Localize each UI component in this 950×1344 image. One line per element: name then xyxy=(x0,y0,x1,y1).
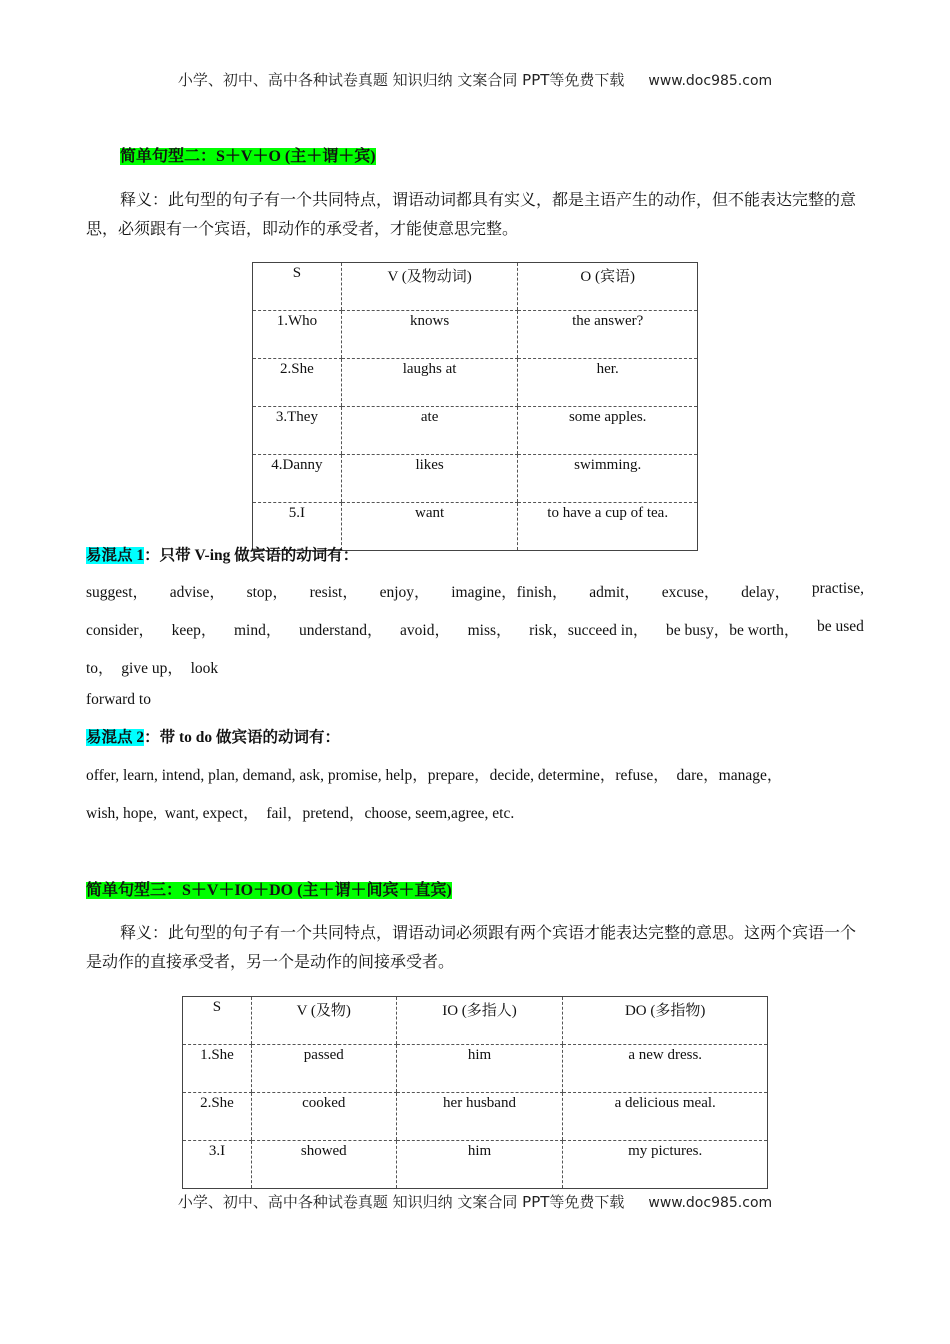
table-cell: 3.They xyxy=(253,407,342,455)
table-cell: want xyxy=(341,503,518,551)
note1-line4: forward to xyxy=(86,691,151,708)
verb-item: practise, xyxy=(811,580,864,597)
note2-label: 易混点 2 xyxy=(86,729,145,746)
verb-item: suggest， xyxy=(86,584,149,601)
note1-line3: to， give up， look xyxy=(86,660,219,677)
verb-item: miss， xyxy=(467,622,512,639)
table-row xyxy=(253,311,698,359)
verb-item: understand， xyxy=(298,622,383,639)
table-row xyxy=(253,455,698,503)
table-cell: O (宾语) xyxy=(518,263,698,311)
verb-item: consider， xyxy=(86,622,155,639)
table-cell: V (及物) xyxy=(251,997,396,1045)
table-header-row xyxy=(253,263,698,311)
verb-item: mind， xyxy=(233,622,282,639)
verb-item: resist， xyxy=(309,584,358,601)
table-cell: her husband xyxy=(396,1093,563,1141)
table-cell: 4.Danny xyxy=(253,455,342,503)
table-cell: cooked xyxy=(251,1093,396,1141)
table-cell: likes xyxy=(341,455,518,503)
verb-item: delay， xyxy=(741,584,791,601)
table-cell: to have a cup of tea. xyxy=(518,503,698,551)
verb-item: avoid， xyxy=(400,622,450,639)
table-row xyxy=(183,1093,768,1141)
note1-line1 xyxy=(86,580,864,602)
table-row xyxy=(253,407,698,455)
header-url[interactable]: www.doc985.com xyxy=(648,73,773,89)
verb-item: admit， xyxy=(589,584,640,601)
note2-title: ：带 to do 做宾语的动词有： xyxy=(144,729,341,746)
verb-item: stop， xyxy=(246,584,288,601)
table-cell: 1.She xyxy=(183,1045,252,1093)
table-cell: him xyxy=(396,1045,563,1093)
verb-item: excuse， xyxy=(661,584,720,601)
page-header xyxy=(0,69,950,90)
table-cell: 5.I xyxy=(288,505,306,521)
table-cell: ate xyxy=(341,407,518,455)
page-footer xyxy=(0,1191,950,1212)
table-cell: 2.She xyxy=(253,359,342,407)
table-cell: 3.I xyxy=(208,1143,226,1159)
verb-item: enjoy， xyxy=(379,584,430,601)
table-cell: her. xyxy=(518,359,698,407)
table-cell: 1.Who xyxy=(253,311,342,359)
verb-item: advise， xyxy=(169,584,225,601)
table-row xyxy=(183,1141,768,1189)
table-cell: IO (多指人) xyxy=(396,997,563,1045)
svioddo-table xyxy=(182,996,768,1189)
table-cell: swimming. xyxy=(518,455,698,503)
section3-title: 简单句型三：S＋V＋IO＋DO (主＋谓＋间宾＋直宾) xyxy=(86,882,452,899)
verb-item: be used xyxy=(816,618,864,635)
table-cell: S xyxy=(183,997,252,1045)
table-cell: him xyxy=(396,1141,563,1189)
table-row xyxy=(253,359,698,407)
section3-desc: 释义：此句型的句子有一个共同特点，谓语动词必须跟有两个宾语才能表达完整的意思。这两个宾语一个是动作的直接承受者，另一个是动作的间接承受者。 xyxy=(86,925,857,971)
note1-title: ：只带 V-ing 做宾语的动词有： xyxy=(144,547,359,564)
table-cell: 2.She xyxy=(183,1093,252,1141)
verb-item: imagine，finish， xyxy=(451,584,568,601)
table-cell: knows xyxy=(341,311,518,359)
table-cell: laughs at xyxy=(341,359,518,407)
table-cell: V (及物动词) xyxy=(341,263,518,311)
table-cell: the answer? xyxy=(518,311,698,359)
footer-text: 小学、初中、高中各种试卷真题 知识归纳 文案合同 PPT等免费下载 xyxy=(177,1193,625,1211)
header-text: 小学、初中、高中各种试卷真题 知识归纳 文案合同 PPT等免费下载 xyxy=(177,71,625,89)
note1-label: 易混点 1 xyxy=(86,547,145,564)
section2-desc: 释义：此句型的句子有一个共同特点，谓语动词都具有实义，都是主语产生的动作，但不能表达完整的意思，必须跟有一个宾语，即动作的承受者，才能使意思完整。 xyxy=(86,192,857,238)
note1-line2 xyxy=(86,618,864,640)
note2-line2: wish, hope, want, expect， fail，pretend，choose, seem,agree, etc. xyxy=(86,805,515,822)
table-cell: some apples. xyxy=(518,407,698,455)
verb-item: keep， xyxy=(171,622,217,639)
table-cell: my pictures. xyxy=(563,1141,768,1189)
footer-url[interactable]: www.doc985.com xyxy=(648,1195,773,1211)
table-cell: S xyxy=(253,263,342,311)
table-cell: passed xyxy=(251,1045,396,1093)
table-cell: a new dress. xyxy=(563,1045,768,1093)
table-cell: DO (多指物) xyxy=(563,997,768,1045)
note2-line1: offer, learn, intend, plan, demand, ask, promise, help，prepare，decide, determine，refuse， dare，manage， xyxy=(86,767,783,784)
verb-item: risk，succeed in， xyxy=(529,622,649,639)
table-cell: a delicious meal. xyxy=(563,1093,768,1141)
section2-title: 简单句型二：S＋V＋O (主＋谓＋宾) xyxy=(120,148,376,165)
table-header-row xyxy=(183,997,768,1045)
verb-item: be busy，be worth， xyxy=(665,622,800,639)
svo-table xyxy=(252,262,698,551)
table-row xyxy=(183,1045,768,1093)
table-cell: showed xyxy=(251,1141,396,1189)
